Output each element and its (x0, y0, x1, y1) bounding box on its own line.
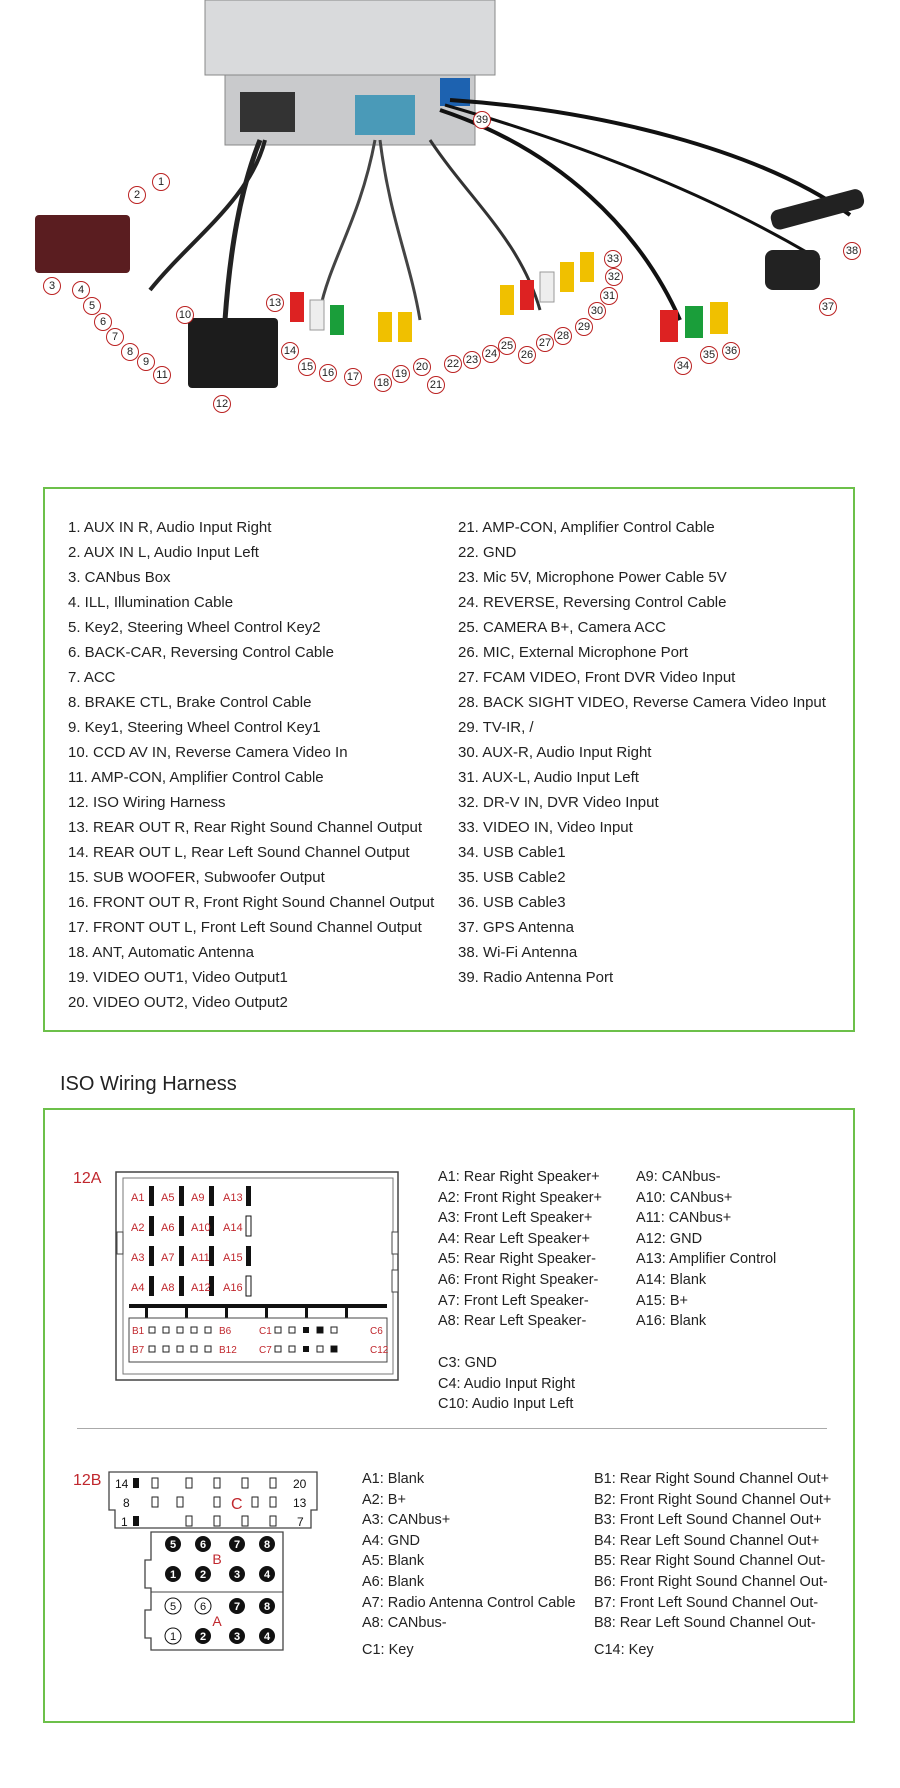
pin-desc: A2: Front Right Speaker+ (438, 1189, 603, 1206)
callout-6: 6 (94, 313, 112, 331)
legend-item: 35. USB Cable2 (458, 869, 566, 886)
callout-22: 22 (444, 355, 462, 373)
pin-desc: A7: Radio Antenna Control Cable (362, 1594, 576, 1611)
pin-label: A1 (131, 1192, 145, 1204)
pin-desc: A9: CANbus- (636, 1169, 721, 1185)
pin-desc: A10: CANbus+ (636, 1189, 733, 1206)
pin-desc: C4: Audio Input Right (438, 1375, 576, 1392)
connector-12a-pins-c (438, 1353, 575, 1415)
a-pin: 3 (233, 1631, 241, 1643)
pin-desc: A7: Front Left Speaker- (438, 1292, 589, 1309)
pin-label: B1 (132, 1326, 145, 1337)
pin-desc: A3: CANbus+ (362, 1512, 451, 1529)
pin-desc: A1: Rear Right Speaker+ (438, 1169, 600, 1185)
pin-desc: B4: Rear Left Sound Channel Out+ (594, 1532, 820, 1549)
legend-item: 2. AUX IN L, Audio Input Left (68, 544, 259, 561)
callout-35: 35 (700, 346, 718, 364)
c-pin-number: 14 (115, 1477, 129, 1491)
legend-item: 36. USB Cable3 (458, 894, 566, 911)
pin-desc: B1: Rear Right Sound Channel Out+ (594, 1471, 829, 1487)
legend-item: 12. ISO Wiring Harness (68, 794, 226, 811)
b-pin: 6 (199, 1539, 207, 1551)
pin-label: A3 (131, 1252, 145, 1264)
pin-label: C6 (370, 1326, 383, 1337)
pin-label: C7 (259, 1345, 272, 1356)
pin-label: A12 (191, 1282, 211, 1294)
a-pin: 4 (263, 1631, 271, 1643)
connector-12a-pins-a1-a8 (438, 1167, 602, 1332)
pin-label: A15 (223, 1252, 243, 1264)
callout-7: 7 (106, 328, 124, 346)
connector-12b-pins-b (594, 1469, 831, 1660)
callout-31: 31 (600, 287, 618, 305)
pin-label: A2 (131, 1222, 145, 1234)
cable-legend (43, 487, 855, 1032)
a-block-label: A (212, 1613, 222, 1629)
pin-label: B6 (219, 1326, 232, 1337)
legend-right-column (458, 515, 826, 990)
legend-item: 31. AUX-L, Audio Input Left (458, 769, 639, 786)
a-pin: 1 (169, 1631, 177, 1643)
pin-desc: C14: Key (594, 1641, 654, 1658)
section-divider (77, 1428, 827, 1429)
pin-desc: A2: B+ (362, 1491, 406, 1508)
pin-desc: B8: Rear Left Sound Channel Out- (594, 1615, 816, 1632)
product-photo (0, 0, 900, 450)
legend-item: 19. VIDEO OUT1, Video Output1 (68, 969, 288, 986)
callout-9: 9 (137, 353, 155, 371)
pin-label: A11 (191, 1252, 210, 1264)
legend-item: 27. FCAM VIDEO, Front DVR Video Input (458, 669, 736, 686)
pin-desc: A6: Blank (362, 1573, 425, 1590)
callout-1: 1 (152, 173, 170, 191)
iso-section-title: ISO Wiring Harness (60, 1073, 237, 1095)
pin-desc: A4: GND (362, 1532, 421, 1549)
callout-37: 37 (819, 298, 837, 316)
b-pin: 5 (169, 1539, 177, 1551)
b-pin: 1 (169, 1569, 177, 1581)
legend-item: 15. SUB WOOFER, Subwoofer Output (68, 869, 325, 886)
legend-item: 10. CCD AV IN, Reverse Camera Video In (68, 744, 348, 761)
legend-item: 24. REVERSE, Reversing Control Cable (458, 594, 727, 611)
legend-item: 11. AMP-CON, Amplifier Control Cable (68, 769, 324, 786)
callout-19: 19 (392, 365, 410, 383)
pin-desc: A3: Front Left Speaker+ (438, 1210, 593, 1227)
c-pin-number: 20 (293, 1477, 307, 1491)
legend-item: 9. Key1, Steering Wheel Control Key1 (68, 719, 321, 736)
callout-38: 38 (843, 242, 861, 260)
callout-14: 14 (281, 342, 299, 360)
callout-36: 36 (722, 342, 740, 360)
legend-item: 17. FRONT OUT L, Front Left Sound Channel Output (68, 919, 422, 936)
connector-12a-tag: 12A (73, 1170, 102, 1187)
c-pin-number: 8 (123, 1496, 130, 1510)
pin-desc: A5: Rear Right Speaker- (438, 1251, 596, 1268)
wiring-illustration (0, 0, 900, 450)
callout-20: 20 (413, 358, 431, 376)
pin-desc: A15: B+ (636, 1292, 688, 1309)
legend-item: 29. TV-IR, / (458, 719, 534, 736)
legend-item: 23. Mic 5V, Microphone Power Cable 5V (458, 569, 727, 586)
pin-label: B7 (132, 1345, 145, 1356)
pin-label: A8 (161, 1282, 175, 1294)
callout-17: 17 (344, 368, 362, 386)
pin-desc: B6: Front Right Sound Channel Out- (594, 1573, 828, 1590)
callout-10: 10 (176, 306, 194, 324)
callout-26: 26 (518, 346, 536, 364)
pin-label: A6 (161, 1222, 175, 1234)
legend-item: 39. Radio Antenna Port (458, 969, 614, 986)
callout-29: 29 (575, 318, 593, 336)
pin-desc: A11: CANbus+ (636, 1210, 732, 1227)
b-pin: 2 (199, 1569, 207, 1581)
callout-16: 16 (319, 364, 337, 382)
pin-label: A5 (161, 1192, 175, 1204)
legend-left-column (68, 515, 434, 1015)
connector-12b-tag: 12B (73, 1472, 102, 1489)
callout-24: 24 (482, 345, 500, 363)
b-pin: 8 (263, 1539, 271, 1551)
pin-desc: A5: Blank (362, 1553, 425, 1570)
pin-desc: B7: Front Left Sound Channel Out- (594, 1594, 819, 1611)
callout-18: 18 (374, 374, 392, 392)
callout-21: 21 (427, 376, 445, 394)
pin-label: A9 (191, 1192, 205, 1204)
callout-27: 27 (536, 334, 554, 352)
legend-item: 20. VIDEO OUT2, Video Output2 (68, 994, 288, 1011)
connector-12b-diagram (107, 1470, 327, 1670)
pin-desc: A1: Blank (362, 1471, 425, 1487)
pin-label: B12 (219, 1345, 237, 1356)
pin-desc: A14: Blank (636, 1271, 707, 1288)
pin-label: A4 (131, 1282, 145, 1294)
legend-item: 32. DR-V IN, DVR Video Input (458, 794, 659, 811)
pin-desc: C1: Key (362, 1641, 414, 1658)
callout-3: 3 (43, 277, 61, 295)
connector-12a-diagram (115, 1170, 405, 1385)
callout-12: 12 (213, 395, 231, 413)
connector-12b-pins-a (362, 1469, 576, 1660)
legend-item: 22. GND (458, 544, 517, 561)
b-pin: 3 (233, 1569, 241, 1581)
b-pin: 4 (263, 1569, 271, 1581)
a-pin: 6 (199, 1601, 207, 1613)
pin-label: C1 (259, 1326, 272, 1337)
legend-item: 37. GPS Antenna (458, 919, 574, 936)
legend-item: 34. USB Cable1 (458, 844, 566, 861)
legend-item: 14. REAR OUT L, Rear Left Sound Channel Output (68, 844, 410, 861)
a-pin: 5 (169, 1601, 177, 1613)
callout-4: 4 (72, 281, 90, 299)
a-pin: 8 (263, 1601, 271, 1613)
callout-23: 23 (463, 351, 481, 369)
callout-28: 28 (554, 327, 572, 345)
pin-desc: A13: Amplifier Control (636, 1251, 777, 1268)
callout-8: 8 (121, 343, 139, 361)
pin-label: C12 (370, 1345, 389, 1356)
legend-item: 6. BACK-CAR, Reversing Control Cable (68, 644, 334, 661)
callout-5: 5 (83, 297, 101, 315)
callout-15: 15 (298, 358, 316, 376)
legend-item: 5. Key2, Steering Wheel Control Key2 (68, 619, 321, 636)
b-block-label: B (212, 1551, 222, 1567)
legend-item: 33. VIDEO IN, Video Input (458, 819, 633, 836)
iso-harness-panel (43, 1108, 855, 1723)
c-pin-number: 1 (121, 1515, 128, 1529)
pin-desc: A16: Blank (636, 1313, 707, 1330)
legend-item: 30. AUX-R, Audio Input Right (458, 744, 652, 761)
legend-item: 16. FRONT OUT R, Front Right Sound Channel Output (68, 894, 435, 911)
legend-item: 25. CAMERA B+, Camera ACC (458, 619, 666, 636)
pin-desc: A6: Front Right Speaker- (438, 1271, 599, 1288)
pin-desc: B3: Front Left Sound Channel Out+ (594, 1512, 822, 1529)
legend-item: 4. ILL, Illumination Cable (68, 594, 234, 611)
callout-32: 32 (605, 268, 623, 286)
legend-item: 28. BACK SIGHT VIDEO, Reverse Camera Video Input (458, 694, 826, 711)
pin-desc: B5: Rear Right Sound Channel Out- (594, 1553, 826, 1570)
callout-30: 30 (588, 302, 606, 320)
pin-desc: C3: GND (438, 1355, 497, 1371)
legend-item: 21. AMP-CON, Amplifier Control Cable (458, 519, 715, 536)
pin-desc: A8: CANbus- (362, 1615, 447, 1632)
c-pin-number: 7 (297, 1515, 304, 1529)
callout-34: 34 (674, 357, 692, 375)
pin-desc: A4: Rear Left Speaker+ (438, 1230, 590, 1247)
legend-item: 1. AUX IN R, Audio Input Right (68, 519, 272, 536)
c-block-label: C (231, 1496, 243, 1513)
legend-item: 8. BRAKE CTL, Brake Control Cable (68, 694, 312, 711)
pin-desc: B2: Front Right Sound Channel Out+ (594, 1491, 832, 1508)
connector-12a-pins-a9-a16 (636, 1167, 776, 1332)
callout-11: 11 (153, 366, 171, 384)
callout-39: 39 (473, 111, 491, 129)
pin-label: A14 (223, 1222, 243, 1234)
a-pin: 2 (199, 1631, 207, 1643)
legend-item: 18. ANT, Automatic Antenna (68, 944, 254, 961)
callout-13: 13 (266, 294, 284, 312)
pin-desc: C10: Audio Input Left (438, 1396, 574, 1413)
a-pin: 7 (233, 1601, 241, 1613)
c-pin-number: 13 (293, 1496, 307, 1510)
legend-item: 3. CANbus Box (68, 569, 171, 586)
legend-item: 38. Wi-Fi Antenna (458, 944, 578, 961)
b-pin: 7 (233, 1539, 241, 1551)
callout-25: 25 (498, 337, 516, 355)
legend-item: 13. REAR OUT R, Rear Right Sound Channel Output (68, 819, 423, 836)
callout-33: 33 (604, 250, 622, 268)
pin-label: A10 (191, 1222, 211, 1234)
pin-label: A13 (223, 1192, 243, 1204)
callout-2: 2 (128, 186, 146, 204)
legend-item: 7. ACC (68, 669, 116, 686)
pin-desc: A8: Rear Left Speaker- (438, 1313, 587, 1330)
pin-label: A16 (223, 1282, 243, 1294)
legend-item: 26. MIC, External Microphone Port (458, 644, 689, 661)
pin-desc: A12: GND (636, 1230, 703, 1247)
pin-label: A7 (161, 1252, 175, 1264)
